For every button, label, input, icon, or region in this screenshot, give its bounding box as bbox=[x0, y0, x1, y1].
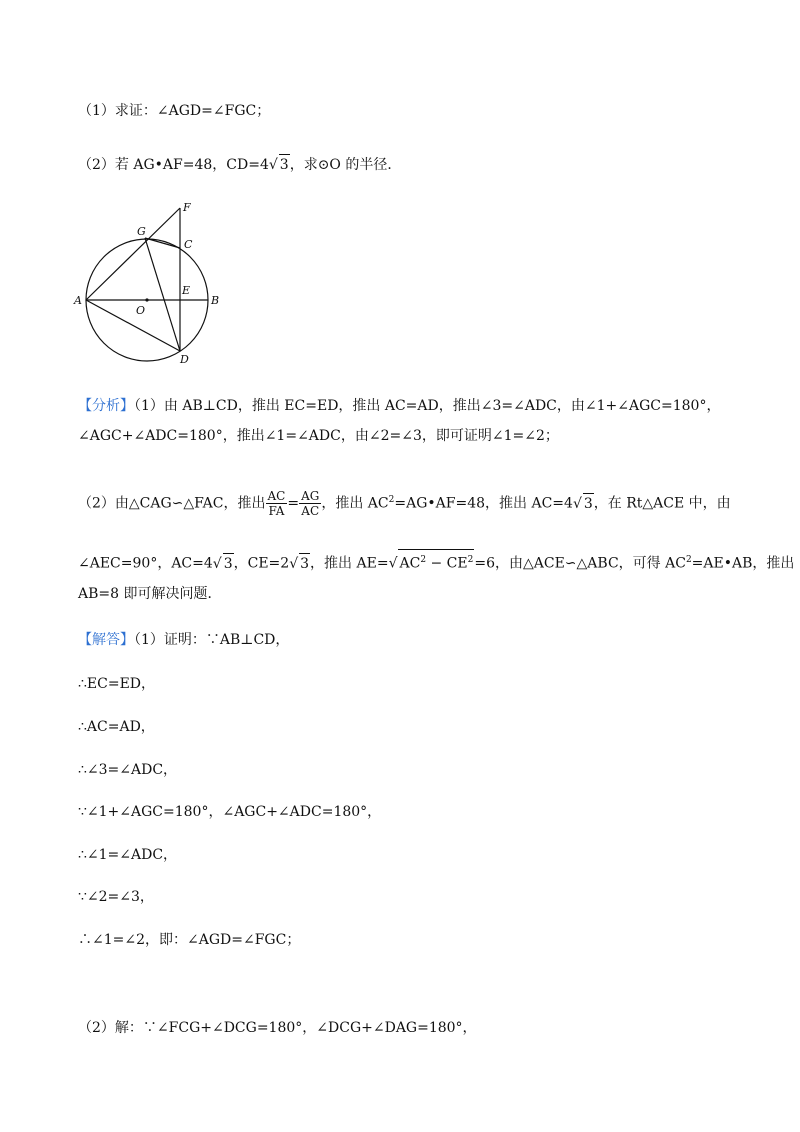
fraction-equals: = bbox=[287, 495, 300, 512]
analysis-line-4 bbox=[78, 549, 794, 574]
analysis-line-1 bbox=[78, 396, 720, 416]
solution-step: ∴∠1=∠2，即：∠AGD=∠FGC； bbox=[78, 932, 301, 948]
label-b: B bbox=[211, 294, 220, 307]
analysis-text-1: （1）由 AB⊥CD，推出 EC=ED，推出 AC=AD，推出∠3=∠ADC，由∠1+∠AGC=180°， bbox=[134, 398, 721, 414]
label-g: G bbox=[137, 225, 146, 238]
analysis-text-4d: =6，由△ACE∽△ABC，可得 AC bbox=[474, 555, 686, 572]
analysis-text-3d: ，在 Rt△ACE 中，由 bbox=[593, 495, 731, 512]
label-d: D bbox=[180, 353, 189, 366]
line-gd bbox=[145, 238, 180, 351]
solution-step: ∵∠2=∠3， bbox=[78, 889, 154, 905]
fraction-ac-fa: $\frac{AC}{FA}$ bbox=[267, 489, 286, 518]
analysis-text-4c: ，推出 AE= bbox=[310, 555, 389, 572]
line-af bbox=[86, 208, 180, 300]
label-f: F bbox=[183, 201, 191, 214]
analysis-text-4b: ，CE=2 bbox=[233, 555, 290, 572]
solution-text-1: （1）证明：∵AB⊥CD， bbox=[134, 632, 290, 648]
label-o: O bbox=[136, 304, 146, 317]
label-c: C bbox=[184, 238, 193, 251]
superscript-2-b: 2 bbox=[685, 555, 692, 565]
center-point-o bbox=[145, 298, 148, 301]
solution-step: ∴∠1=∠ADC， bbox=[78, 847, 178, 863]
analysis-line-5: AB=8 即可解决问题． bbox=[78, 586, 222, 602]
sqrt-3-c: √ 3 bbox=[213, 553, 234, 574]
analysis-line-3 bbox=[78, 489, 731, 518]
question-2-text-b: ，求⊙O 的半径． bbox=[289, 157, 402, 173]
question-2-text-a: （2）若 AG•AF=48，CD=4 bbox=[78, 157, 269, 173]
sqrt-3: √ 3 bbox=[269, 154, 290, 175]
label-a: A bbox=[74, 294, 82, 307]
solution-step: ∵∠1+∠AGC=180°，∠AGC+∠ADC=180°， bbox=[78, 804, 382, 820]
superscript-2: 2 bbox=[388, 494, 395, 505]
analysis-text-4e: =AE•AB，推出 bbox=[691, 555, 795, 572]
solution-tag: 【解答】 bbox=[78, 632, 134, 648]
analysis-line-2: ∠AGC+∠ADC=180°，推出∠1=∠ADC，由∠2=∠3，即可证明∠1=∠2； bbox=[78, 428, 559, 444]
label-e: E bbox=[182, 284, 191, 297]
solution-line-1 bbox=[78, 630, 289, 650]
analysis-text-3b: ，推出 AC bbox=[321, 495, 389, 512]
solution-step: ∴∠3=∠ADC， bbox=[78, 762, 178, 778]
analysis-tag: 【分析】 bbox=[78, 398, 134, 414]
analysis-text-3a: （2）由△CAG∽△FAC，推出 bbox=[78, 495, 266, 512]
line-gc bbox=[145, 238, 180, 248]
analysis-text-4a: ∠AEC=90°，AC=4 bbox=[78, 555, 213, 572]
sqrt-ac2-ce2: √ $AC^2 - CE^2$ bbox=[389, 549, 475, 574]
solution-step: ∴EC=ED， bbox=[78, 676, 156, 692]
analysis-text-3c: =AG•AF=48，推出 AC=4 bbox=[394, 495, 573, 512]
sqrt-3-d: √ 3 bbox=[289, 553, 310, 574]
circle-geometry-figure bbox=[70, 198, 230, 368]
question-2 bbox=[78, 154, 401, 175]
solution-part-2: （2）解：∵∠FCG+∠DCG=180°，∠DCG+∠DAG=180°， bbox=[78, 1020, 477, 1036]
sqrt-3-b: √ 3 bbox=[573, 493, 594, 514]
question-1: （1）求证：∠AGD=∠FGC； bbox=[78, 103, 271, 119]
fraction-ag-ac: $\frac{AG}{AC}$ bbox=[301, 489, 320, 518]
solution-step: ∴AC=AD， bbox=[78, 719, 155, 735]
line-ad bbox=[86, 300, 180, 351]
